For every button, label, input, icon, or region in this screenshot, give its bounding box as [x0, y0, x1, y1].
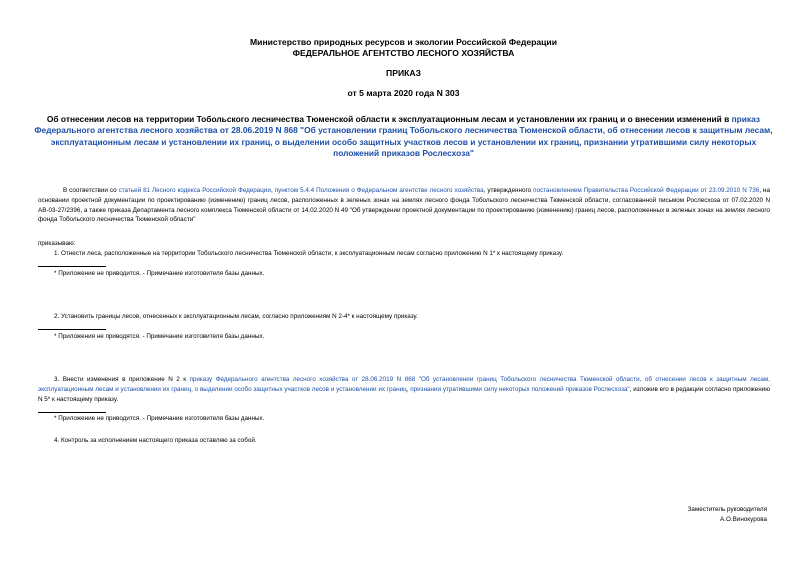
item-3-text-1: 3. Внести изменения в приложение N 2 к [54, 376, 190, 383]
signature-block [688, 505, 767, 525]
preamble-text-2: , [270, 187, 275, 194]
item-2: 2. Установить границы лесов, отнесенных к эксплуатационным лесам, согласно приложениям N 2-4* к настоящему приказу. [54, 313, 418, 320]
title-order-link[interactable]: приказ Федерального агентства лесного хозяйства от 28.06.2019 N 868 "Об установлении границ Тобольского лесничества Тюменской области, об отнесении лесов к защитным лесам, эксплуатационным лесам и установлении их границ, о выделении особо защитных участков лесов и установлении их границ, признании утратившими силу некоторых положений приказов Рослесхоза" [34, 114, 773, 158]
orders-word: приказываю: [38, 240, 76, 247]
item-3 [38, 375, 770, 404]
forest-code-link[interactable]: статьей 81 Лесного кодекса Российской Федерации [118, 187, 271, 194]
signatory-position: Заместитель руководителя [687, 506, 767, 513]
footnote-divider-2 [38, 329, 106, 330]
ministry-name: Министерство природных ресурсов и экологии Российской Федерации [250, 37, 557, 47]
doc-date-number: от 5 марта 2020 года N 303 [347, 88, 460, 98]
title-text: Об отнесении лесов на территории Тобольского лесничества Тюменской области к эксплуатационным лесам и установлении их границ и о внесении изменений в [46, 114, 732, 124]
footnote-divider-1 [38, 266, 106, 267]
item-1: 1. Отнести леса, расположенные на территории Тобольского лесничества Тюменской области, к эксплуатационным лесам согласно приложению N 1* к настоящему приказу. [54, 250, 564, 257]
preamble [38, 186, 770, 225]
doc-title [30, 114, 777, 159]
preamble-text-4: , на основании проектной документации по проектированию (изменению) границ лесов, расположенных в зеленых зонах на землях лесного фонда Тобольского лесничества Тюменской области, согласованной письмом Рослесхоза от 07.02.2020 N АВ-03-27/2396, а также приказа Департамента лесного комплекса Тюменской области от 14.02.2020 N 49 "Об утверждении проектной документации по проектированию (изменению) границ лесов, расположенных в зеленых зонах на землях лесного фонда Тобольского лесничества Тюменской области" [38, 187, 771, 224]
signatory-name: А.О.Винокурова [720, 516, 767, 523]
order-868-link[interactable]: приказу Федерального агентства лесного хозяйства от 28.06.2019 N 868 "Об установлении границ Тобольского лесничества Тюменской области, об отнесении лесов к защитным лесам, эксплуатационным лесам и установлении их границ, о выделении особо защитных участков лесов и установлении их границ, признании утратившими силу некоторых положений приказов Рослесхоза" [38, 376, 770, 393]
government-decree-link[interactable]: постановлением Правительства Российской Федерации от 23.09.2010 N 736 [533, 187, 760, 194]
footnote-divider-3 [38, 412, 106, 413]
footnote-2: * Приложения не приводятся. - Примечание изготовителя базы данных. [54, 333, 265, 340]
footnote-3: * Приложение не приводится. - Примечание изготовителя базы данных. [54, 415, 265, 422]
item-3-text-2: , изложив его в редакции согласно приложению N 5* к настоящему приказу. [38, 385, 770, 403]
regulation-link[interactable]: пунктом 5.4.4 Положения о Федеральном агентстве лесного хозяйства [274, 187, 484, 194]
item-4: 4. Контроль за исполнением настоящего приказа оставляю за собой. [54, 437, 257, 444]
footnote-1: * Приложение не приводится. - Примечание изготовителя базы данных. [54, 270, 265, 277]
doc-type: ПРИКАЗ [386, 68, 421, 78]
preamble-text-1: В соответствии со [63, 187, 119, 194]
agency-name: ФЕДЕРАЛЬНОЕ АГЕНТСТВО ЛЕСНОГО ХОЗЯЙСТВА [292, 48, 515, 58]
preamble-text-3: , утвержденного [483, 187, 534, 194]
